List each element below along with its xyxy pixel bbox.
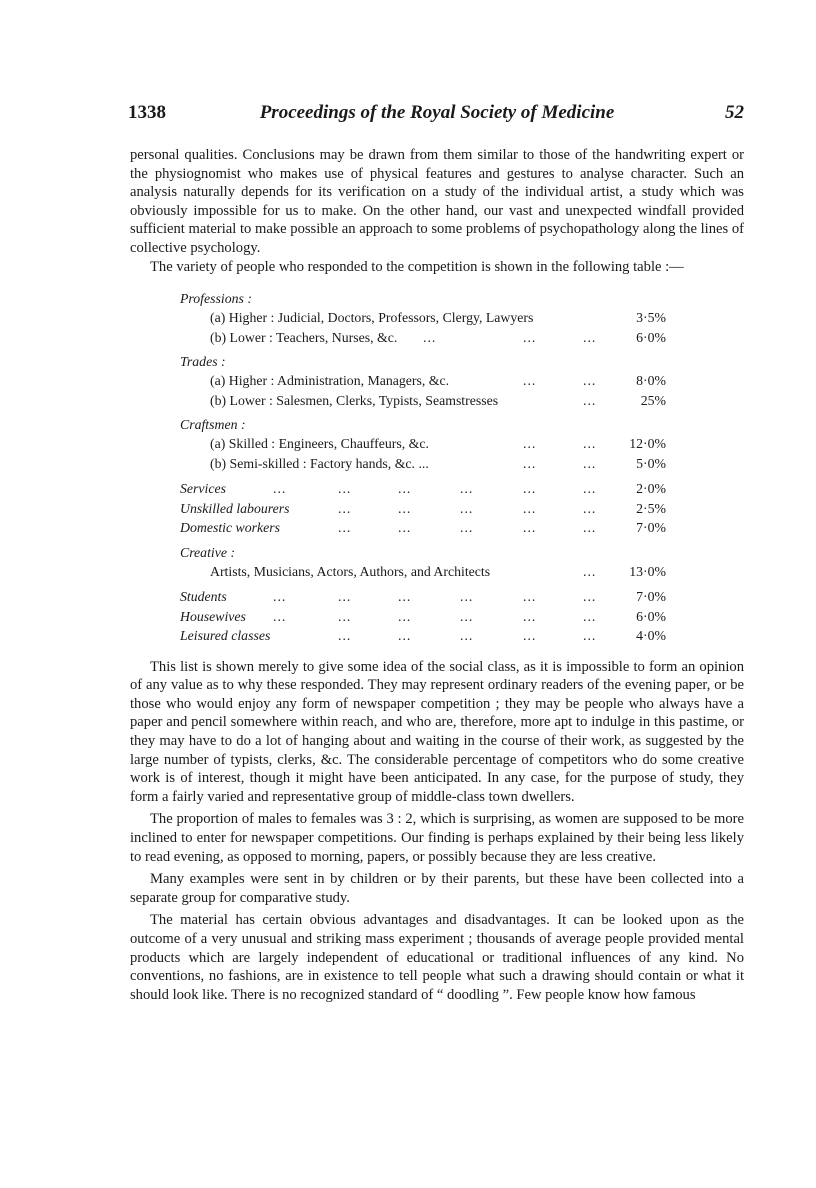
table-row [180,562,666,582]
row-label: Unskilled labourers [180,500,290,516]
leader-dots: ... [523,500,537,516]
row-label: (a) Skilled : Engineers, Chauffeurs, &c. [210,436,429,452]
leader-dots: ... [338,481,352,497]
row-label: Services [180,481,226,497]
leader-dots: ... [460,520,474,536]
table-row [180,626,666,646]
table-row [180,371,666,391]
row-value: 6·0% [636,608,666,624]
row-label: (b) Lower : Salesmen, Clerks, Typists, Seamstresses [210,392,499,408]
volume-number: 52 [725,102,744,123]
journal-title: Proceedings of the Royal Society of Medicine [259,102,615,123]
table-row [180,607,666,627]
leader-dots: ... [273,481,287,497]
table-row [180,499,666,519]
leader-dots: ... [338,628,352,644]
row-label: Leisured classes [180,628,271,644]
row-label: Housewives [180,608,246,624]
running-header [130,100,744,130]
leader-dots: ... [583,520,597,536]
leader-dots: ... [583,329,597,345]
leader-dots: ... [583,563,597,579]
page-number: 1338 [128,102,166,123]
category-heading-trades: Trades : [180,354,226,370]
paragraph-6: The material has certain obvious advantages and disadvantages. It can be looked upon as the outcome of a very unusual and striking mass experiment ; thousands of average people provided mental products which are largely independent of educational or traditional influences of any kind. No conventions, no fashions, are in existence to tell people what such a drawing should contain or what it should look like. There is no recognized standard of “ doodling ”. Few people know how famous [130,912,744,1003]
table-row [180,454,666,474]
leader-dots: ... [423,329,437,345]
leader-dots: ... [523,455,537,471]
paragraph-2: The variety of people who responded to the competition is shown in the following table :— [150,258,684,275]
journal-page [130,100,744,1004]
leader-dots: ... [398,500,412,516]
row-value: 25% [640,392,666,408]
leader-dots: ... [523,481,537,497]
leader-dots: ... [523,329,537,345]
leader-dots: ... [523,520,537,536]
leader-dots: ... [523,436,537,452]
row-value: 7·0% [636,520,666,536]
leader-dots: ... [338,520,352,536]
leader-dots: ... [583,392,597,408]
table-row [180,587,666,607]
row-label: Artists, Musicians, Actors, Authors, and Architects [210,563,491,579]
leader-dots: ... [583,436,597,452]
table-row [180,434,666,454]
row-value: 6·0% [636,329,666,345]
leader-dots: ... [338,500,352,516]
leader-dots: ... [583,589,597,605]
row-label: (b) Lower : Teachers, Nurses, &c. [210,329,398,345]
paragraph-3: This list is shown merely to give some idea of the social class, as it is impossible to form an opinion of any value as to why these responded. They may represent ordinary readers of the evening paper, or be those who would enjoy any form of newspaper competition ; they may be people who always have a paper and pencil somewhere within reach, and who are, therefore, more apt to indulge in this pastime, or they may have to do a lot of hanging about and waiting in the course of their work, as suggested by the large number of typists, clerks, &c. The considerable percentage of competitors who do some creative work is of interest, though it might have been anticipated. In any case, for the purpose of study, they form a fairly varied and representative group of middle-class town dwellers. [130,658,744,805]
leader-dots: ... [460,589,474,605]
row-value: 13·0% [629,563,666,579]
leader-dots: ... [523,608,537,624]
paragraph-4: The proportion of males to females was 3 : 2, which is surprising, as women are supposed to be more inclined to enter for newspaper competitions. Our finding is perhaps explained by their being less likely to read evening, as opposed to morning, papers, or possibly because they are less creative. [130,811,744,865]
leader-dots: ... [583,481,597,497]
leader-dots: ... [398,628,412,644]
category-heading-professions: Professions : [180,291,252,307]
paragraph-1: personal qualities. Conclusions may be drawn from them similar to those of the handwriting expert or the physiognomist who makes use of physical features and gestures to analyse character. Such an analysis naturally depends for its verification on a study of the individual artist, a study which was obviously impossible for us to make. On the other hand, our vast and unexpected windfall provided sufficient material to make possible an approach to some problems of psychopathology along the lines of collective psychology. [130,147,744,256]
leader-dots: ... [273,589,287,605]
leader-dots: ... [460,608,474,624]
leader-dots: ... [338,608,352,624]
category-heading-creative: Creative : [180,544,236,560]
leader-dots: ... [583,455,597,471]
row-value: 8·0% [636,373,666,389]
leader-dots: ... [398,608,412,624]
paragraph-5: Many examples were sent in by children or by their parents, but these have been collected into a separate group for comparative study. [130,871,744,906]
row-label: (a) Higher : Administration, Managers, &c. [210,373,450,389]
leader-dots: ... [460,481,474,497]
leader-dots: ... [583,608,597,624]
category-heading-craftsmen: Craftsmen : [180,417,246,433]
row-value: 7·0% [636,589,666,605]
leader-dots: ... [460,500,474,516]
row-value: 2·5% [636,500,666,516]
row-value: 5·0% [636,455,666,471]
leader-dots: ... [523,589,537,605]
table-row [180,518,666,538]
row-label: (a) Higher : Judicial, Doctors, Professors, Clergy, Lawyers [210,310,534,326]
leader-dots: ... [273,608,287,624]
leader-dots: ... [460,628,474,644]
leader-dots: ... [338,589,352,605]
body-text [130,146,744,1004]
row-label: Students [180,589,227,605]
table-row [180,391,666,411]
table-row [180,479,666,499]
row-value: 2·0% [636,481,666,497]
row-label: Domestic workers [180,520,281,536]
leader-dots: ... [398,589,412,605]
leader-dots: ... [398,520,412,536]
leader-dots: ... [523,373,537,389]
row-value: 3·5% [636,310,666,326]
leader-dots: ... [398,481,412,497]
table-row [180,308,666,328]
row-value: 12·0% [629,436,666,452]
occupation-table [180,289,666,646]
row-label: (b) Semi-skilled : Factory hands, &c. ... [210,455,429,471]
leader-dots: ... [583,500,597,516]
leader-dots: ... [583,373,597,389]
leader-dots: ... [523,628,537,644]
leader-dots: ... [583,628,597,644]
table-row [180,328,666,348]
row-value: 4·0% [636,628,666,644]
